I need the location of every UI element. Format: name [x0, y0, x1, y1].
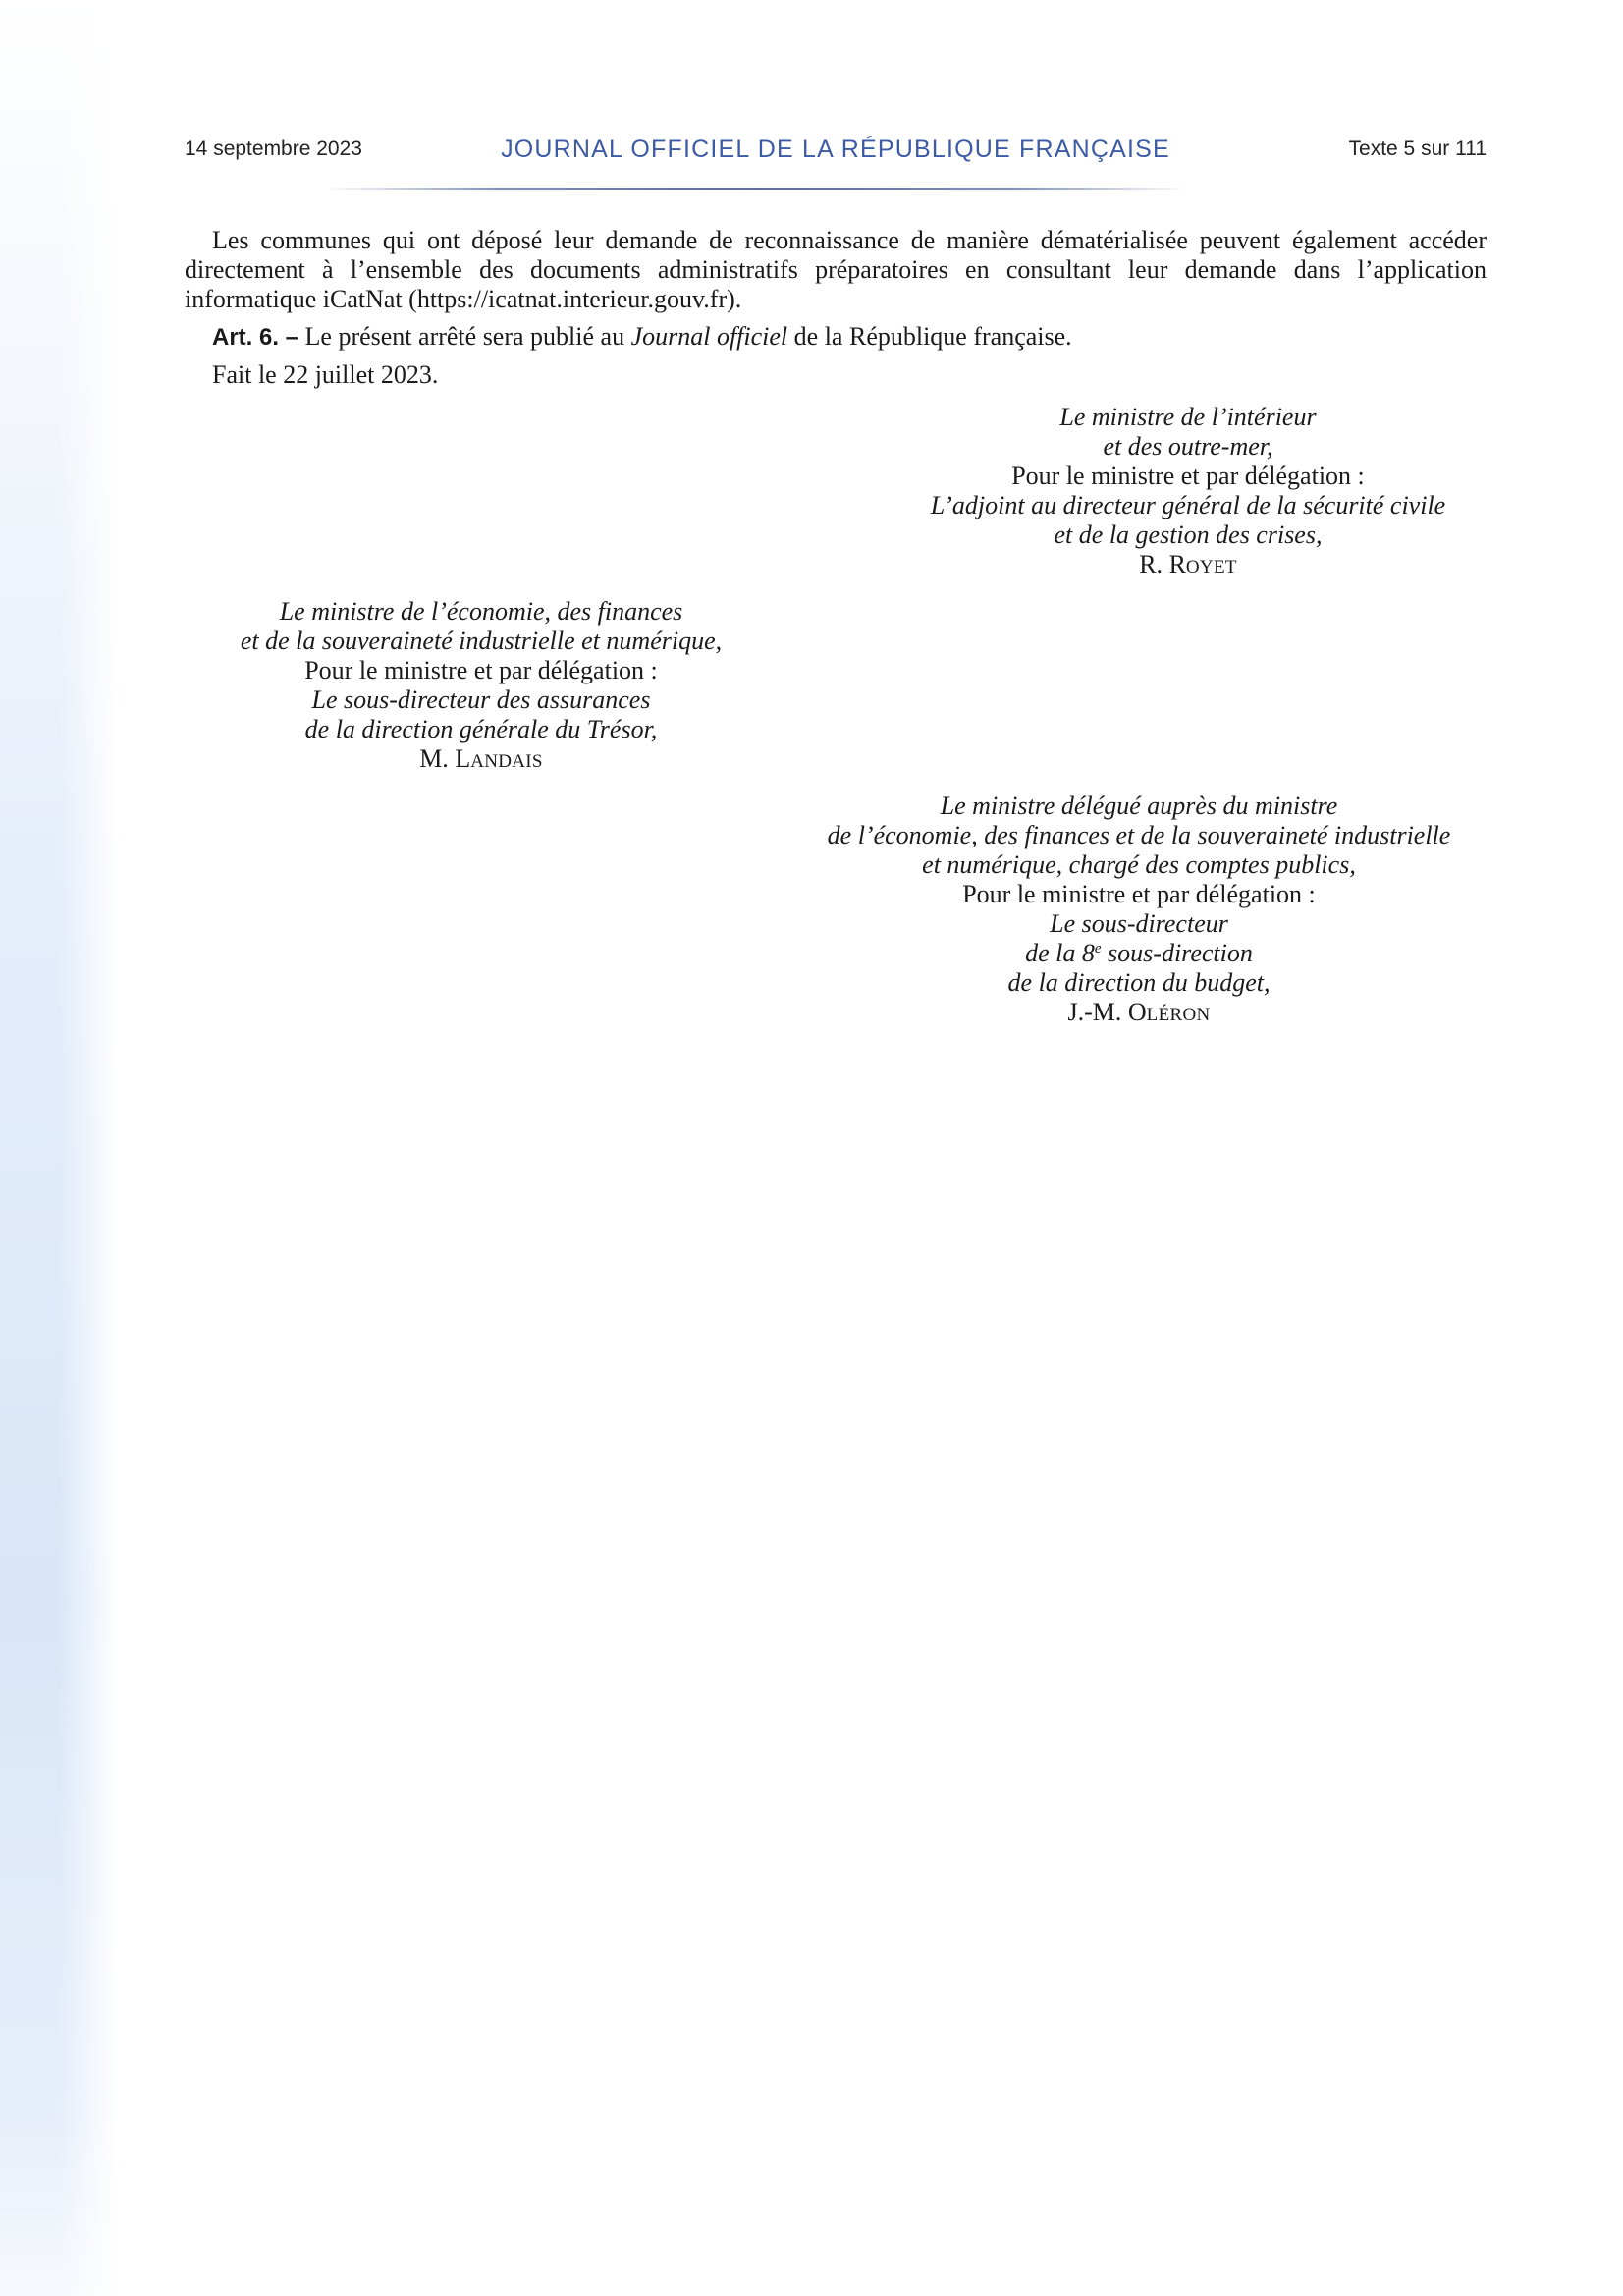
journal-title: JOURNAL OFFICIEL DE LA RÉPUBLIQUE FRANÇAISE [501, 136, 1170, 163]
sig-delegation: Pour le ministre et par délégation : [962, 880, 1316, 908]
page-header [185, 136, 1487, 171]
document-body [185, 226, 1487, 390]
signatory-name: M. LANDAIS [419, 744, 543, 773]
scan-edge-shading [0, 0, 118, 2296]
signatory-name: J.-M. OLÉRON [1067, 998, 1211, 1026]
signature-public-accounts [766, 792, 1512, 1030]
header-rule [324, 188, 1188, 190]
article-text-after: de la République française. [793, 322, 1072, 351]
sig-minister-line: Le ministre de l’économie, des finances [279, 597, 683, 626]
sig-role-line: de la direction du budget, [1007, 968, 1271, 997]
sig-minister-line: Le ministre délégué auprès du ministre [940, 792, 1338, 820]
signature-economy [137, 597, 825, 777]
page-reference: Texte 5 sur 111 [1348, 137, 1487, 160]
sig-delegation: Pour le ministre et par délégation : [1011, 462, 1365, 490]
sig-delegation: Pour le ministre et par délégation : [304, 656, 658, 684]
journal-officiel-italic: Journal officiel [630, 322, 788, 351]
sig-role-line: Le sous-directeur des assurances [311, 685, 651, 714]
sig-role-line: Le sous-directeur [1050, 909, 1228, 938]
sig-minister-line: et numérique, chargé des comptes publics, [922, 850, 1356, 879]
paragraph-icatnat: Les communes qui ont déposé leur demande de reconnaissance de manière dématérialisée peuvent également accéder directement à l’ensemble des documents administratifs préparatoires en consultant leur demande dans l’application informatique iCatNat (https://icatnat.interieur.gouv.fr). [185, 226, 1487, 313]
sig-minister-line: et de la souveraineté industrielle et numérique, [240, 627, 723, 655]
signature-interior [844, 403, 1532, 582]
sig-minister-line: de l’économie, des finances et de la souveraineté industrielle [827, 821, 1451, 849]
sig-role-line: de la direction générale du Trésor, [304, 715, 658, 743]
article-6 [185, 322, 1487, 353]
article-text-before: Le présent arrêté sera publié au [304, 322, 625, 351]
done-date: Fait le 22 juillet 2023. [212, 360, 439, 389]
publication-date: 14 septembre 2023 [185, 137, 362, 160]
article-label: Art. 6. – [212, 324, 299, 351]
sig-role-line: de la 8e sous-direction [1025, 939, 1253, 967]
signatory-name: R. ROYET [1139, 550, 1237, 578]
sig-minister-line: et des outre-mer, [1103, 432, 1273, 461]
sig-role-line: et de la gestion des crises, [1054, 520, 1323, 549]
sig-minister-line: Le ministre de l’intérieur [1059, 403, 1317, 431]
sig-role-line: L’adjoint au directeur général de la sécurité civile [930, 491, 1446, 519]
